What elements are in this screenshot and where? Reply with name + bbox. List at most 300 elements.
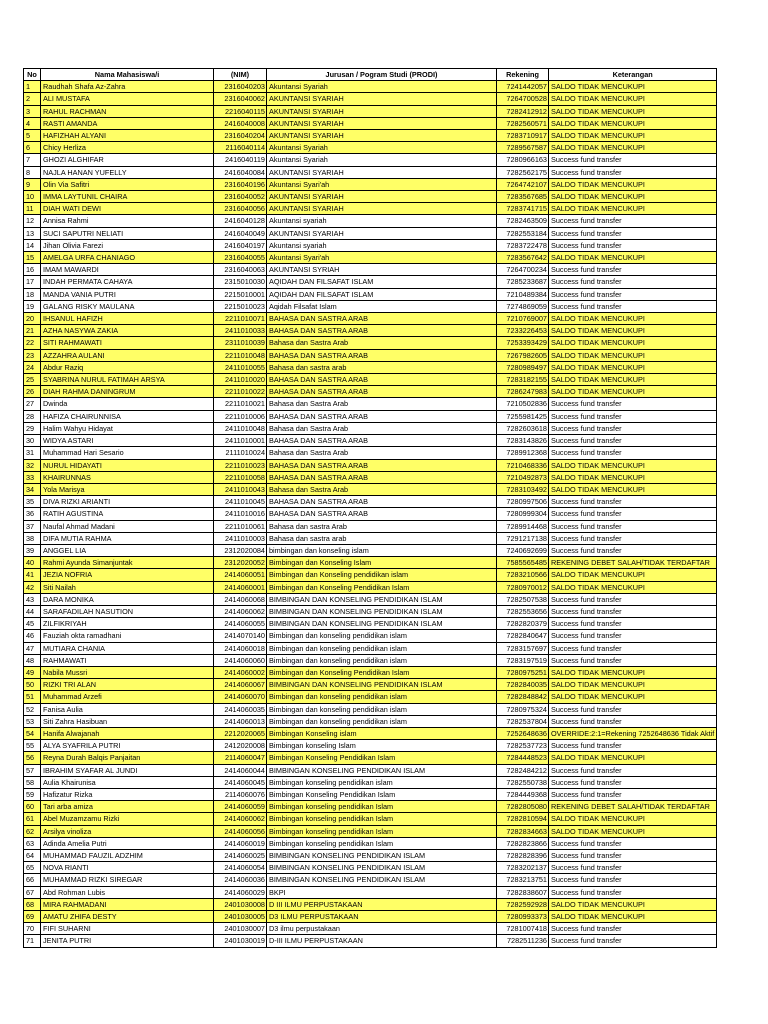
cell-prodi: D-III ILMU PERPUSTAKAAN <box>267 935 497 947</box>
cell-rekening: 7282511236 <box>497 935 549 947</box>
table-row <box>24 850 717 862</box>
cell-rekening: 7280970012 <box>497 581 549 593</box>
cell-no: 56 <box>24 752 41 764</box>
table-row <box>24 557 717 569</box>
cell-no: 34 <box>24 483 41 495</box>
cell-name: WIDYA ASTARI <box>41 435 214 447</box>
cell-prodi: Bahasa dan Sastra Arab <box>267 483 497 495</box>
cell-keterangan: Success fund transfer <box>549 239 717 251</box>
cell-nim: 2411010001 <box>214 435 267 447</box>
cell-name: Raudhah Shafa Az-Zahra <box>41 81 214 93</box>
cell-no: 41 <box>24 569 41 581</box>
cell-no: 12 <box>24 215 41 227</box>
cell-keterangan: Success fund transfer <box>549 276 717 288</box>
cell-name: FIFI SUHARNI <box>41 923 214 935</box>
cell-name: Rahmi Ayunda Simanjuntak <box>41 557 214 569</box>
cell-no: 11 <box>24 203 41 215</box>
cell-keterangan: SALDO TIDAK MENCUKUPI <box>549 471 717 483</box>
cell-nim: 2211010071 <box>214 313 267 325</box>
cell-rekening: 7282507538 <box>497 593 549 605</box>
cell-nim: 2411010043 <box>214 483 267 495</box>
cell-keterangan: REKENING DEBET SALAH/TIDAK TERDAFTAR <box>549 557 717 569</box>
cell-name: DARA MONIKA <box>41 593 214 605</box>
cell-nim: 2316040196 <box>214 178 267 190</box>
cell-keterangan: SALDO TIDAK MENCUKUPI <box>549 581 717 593</box>
cell-rekening: 7274869059 <box>497 300 549 312</box>
cell-name: MANDA VANIA PUTRI <box>41 288 214 300</box>
cell-nim: 2316040063 <box>214 264 267 276</box>
cell-prodi: BAHASA DAN SASTRA ARAB <box>267 459 497 471</box>
cell-nim: 2416040128 <box>214 215 267 227</box>
cell-no: 71 <box>24 935 41 947</box>
cell-no: 32 <box>24 459 41 471</box>
cell-no: 59 <box>24 788 41 800</box>
table-row <box>24 569 717 581</box>
table-row <box>24 532 717 544</box>
cell-prodi: Bimbingan dan Konseling Pendidikan Islam <box>267 666 497 678</box>
cell-nim: 2315010030 <box>214 276 267 288</box>
cell-no: 43 <box>24 593 41 605</box>
cell-keterangan: SALDO TIDAK MENCUKUPI <box>549 130 717 142</box>
cell-nim: 2414060036 <box>214 874 267 886</box>
cell-no: 19 <box>24 300 41 312</box>
cell-prodi: BKPI <box>267 886 497 898</box>
cell-no: 3 <box>24 105 41 117</box>
cell-name: Siti Zahra Hasibuan <box>41 715 214 727</box>
cell-rekening: 7282805080 <box>497 801 549 813</box>
cell-keterangan: SALDO TIDAK MENCUKUPI <box>549 105 717 117</box>
cell-rekening: 7240692699 <box>497 544 549 556</box>
cell-no: 5 <box>24 130 41 142</box>
cell-nim: 2114060076 <box>214 788 267 800</box>
cell-prodi: BIMBINGAN DAN KONSELING PENDIDIKAN ISLAM <box>267 679 497 691</box>
cell-nim: 2414060044 <box>214 764 267 776</box>
cell-rekening: 7282484212 <box>497 764 549 776</box>
table-row <box>24 447 717 459</box>
cell-name: RATIH AGUSTINA <box>41 508 214 520</box>
cell-keterangan: SALDO TIDAK MENCUKUPI <box>549 386 717 398</box>
cell-keterangan: Success fund transfer <box>549 300 717 312</box>
cell-rekening: 7264742107 <box>497 178 549 190</box>
cell-nim: 2116040114 <box>214 142 267 154</box>
cell-rekening: 7283197519 <box>497 654 549 666</box>
cell-no: 13 <box>24 227 41 239</box>
cell-rekening: 7283157697 <box>497 642 549 654</box>
cell-name: Aulia Khairunisa <box>41 776 214 788</box>
cell-prodi: BIMBINGAN KONSELING PENDIDIKAN ISLAM <box>267 764 497 776</box>
cell-nim: 2211010048 <box>214 349 267 361</box>
cell-rekening: 7283567685 <box>497 191 549 203</box>
cell-no: 4 <box>24 117 41 129</box>
cell-name: Abd Rohman Lubis <box>41 886 214 898</box>
cell-name: Hafizatur Rizka <box>41 788 214 800</box>
cell-no: 47 <box>24 642 41 654</box>
cell-no: 61 <box>24 813 41 825</box>
cell-name: SITI RAHMAWATI <box>41 337 214 349</box>
cell-prodi: Akuntansi Syari'ah <box>267 252 497 264</box>
cell-keterangan: Success fund transfer <box>549 764 717 776</box>
cell-name: NAJLA HANAN YUFELLY <box>41 166 214 178</box>
table-row <box>24 642 717 654</box>
cell-no: 26 <box>24 386 41 398</box>
cell-rekening: 7264700528 <box>497 93 549 105</box>
cell-no: 65 <box>24 862 41 874</box>
cell-rekening: 7585565485 <box>497 557 549 569</box>
cell-keterangan: Success fund transfer <box>549 862 717 874</box>
table-row <box>24 898 717 910</box>
table-row <box>24 752 717 764</box>
cell-no: 31 <box>24 447 41 459</box>
cell-nim: 2412020008 <box>214 740 267 752</box>
cell-name: Abel Muzamzamu Rizki <box>41 813 214 825</box>
cell-rekening: 7280975324 <box>497 703 549 715</box>
cell-rekening: 7284449368 <box>497 788 549 800</box>
table-row <box>24 276 717 288</box>
cell-name: MUHAMMAD FAUZIL ADZHIM <box>41 850 214 862</box>
cell-prodi: Bimbingan konseling pendidikan Islam <box>267 813 497 825</box>
cell-keterangan: SALDO TIDAK MENCUKUPI <box>549 313 717 325</box>
cell-keterangan: Success fund transfer <box>549 215 717 227</box>
cell-nim: 2212020065 <box>214 727 267 739</box>
cell-nim: 2211010022 <box>214 386 267 398</box>
cell-name: AMELGA URFA CHANIAGO <box>41 252 214 264</box>
cell-rekening: 7264700234 <box>497 264 549 276</box>
cell-prodi: BIMBINGAN DAN KONSELING PENDIDIKAN ISLAM <box>267 618 497 630</box>
cell-prodi: D3 ILMU PERPUSTAKAAN <box>267 911 497 923</box>
table-row <box>24 300 717 312</box>
cell-no: 70 <box>24 923 41 935</box>
cell-no: 69 <box>24 911 41 923</box>
cell-no: 18 <box>24 288 41 300</box>
cell-nim: 2411010016 <box>214 508 267 520</box>
cell-prodi: BAHASA DAN SASTRA ARAB <box>267 435 497 447</box>
cell-rekening: 7282823866 <box>497 837 549 849</box>
cell-nim: 2414060018 <box>214 642 267 654</box>
cell-no: 14 <box>24 239 41 251</box>
cell-keterangan: Success fund transfer <box>549 654 717 666</box>
cell-name: RAHMAWATI <box>41 654 214 666</box>
cell-rekening: 7283182155 <box>497 374 549 386</box>
cell-nim: 2414060062 <box>214 813 267 825</box>
cell-nim: 2316040055 <box>214 252 267 264</box>
cell-name: ANGGEL LIA <box>41 544 214 556</box>
cell-no: 62 <box>24 825 41 837</box>
table-row <box>24 349 717 361</box>
cell-keterangan: Success fund transfer <box>549 618 717 630</box>
cell-prodi: Bimbingan dan konseling pendidikan islam <box>267 715 497 727</box>
cell-keterangan: SALDO TIDAK MENCUKUPI <box>549 679 717 691</box>
cell-rekening: 7252648636 <box>497 727 549 739</box>
cell-prodi: Akuntansi syariah <box>267 239 497 251</box>
cell-prodi: AKUNTANSI SYARIAH <box>267 117 497 129</box>
cell-prodi: Akuntansi Syariah <box>267 142 497 154</box>
cell-rekening: 7283103492 <box>497 483 549 495</box>
cell-no: 15 <box>24 252 41 264</box>
cell-rekening: 7210502836 <box>497 398 549 410</box>
cell-keterangan: Success fund transfer <box>549 923 717 935</box>
cell-no: 58 <box>24 776 41 788</box>
cell-prodi: Bimbingan konseling pendidikan Islam <box>267 825 497 837</box>
cell-keterangan: SALDO TIDAK MENCUKUPI <box>549 178 717 190</box>
cell-no: 9 <box>24 178 41 190</box>
table-row <box>24 618 717 630</box>
cell-name: Tari arba amiza <box>41 801 214 813</box>
cell-no: 39 <box>24 544 41 556</box>
table-row <box>24 703 717 715</box>
cell-no: 33 <box>24 471 41 483</box>
cell-rekening: 7284448523 <box>497 752 549 764</box>
cell-name: DIAH RAHMA DANINGRUM <box>41 386 214 398</box>
cell-name: AZZAHRA AULANI <box>41 349 214 361</box>
cell-no: 60 <box>24 801 41 813</box>
cell-nim: 2316040052 <box>214 191 267 203</box>
cell-no: 10 <box>24 191 41 203</box>
table-row <box>24 227 717 239</box>
cell-keterangan: SALDO TIDAK MENCUKUPI <box>549 349 717 361</box>
cell-nim: 2401030008 <box>214 898 267 910</box>
cell-rekening: 7285233687 <box>497 276 549 288</box>
cell-rekening: 7283722478 <box>497 239 549 251</box>
cell-nim: 2414060019 <box>214 837 267 849</box>
cell-prodi: Akuntansi syariah <box>267 215 497 227</box>
cell-nim: 2414060060 <box>214 654 267 666</box>
cell-keterangan: SALDO TIDAK MENCUKUPI <box>549 898 717 910</box>
cell-name: IHSANUL HAFIZH <box>41 313 214 325</box>
table-row <box>24 520 717 532</box>
cell-rekening: 7289912368 <box>497 447 549 459</box>
cell-no: 36 <box>24 508 41 520</box>
cell-keterangan: Success fund transfer <box>549 630 717 642</box>
table-row <box>24 911 717 923</box>
table-body <box>24 81 717 947</box>
cell-name: Jihan Olivia Farezi <box>41 239 214 251</box>
cell-nim: 2414060068 <box>214 593 267 605</box>
table-row <box>24 325 717 337</box>
cell-prodi: Bimbingan dan konseling pendidikan islam <box>267 703 497 715</box>
table-row <box>24 764 717 776</box>
table-row <box>24 117 717 129</box>
cell-prodi: Bahasa dan Sastra Arab <box>267 337 497 349</box>
cell-no: 16 <box>24 264 41 276</box>
cell-prodi: Bimbingan Konseling Pendidikan Islam <box>267 788 497 800</box>
cell-prodi: D3 ilmu perpustakaan <box>267 923 497 935</box>
cell-rekening: 7282553184 <box>497 227 549 239</box>
cell-rekening: 7282463509 <box>497 215 549 227</box>
cell-prodi: Bimbingan dan konseling pendidikan islam <box>267 691 497 703</box>
cell-keterangan: Success fund transfer <box>549 642 717 654</box>
cell-prodi: BAHASA DAN SASTRA ARAB <box>267 410 497 422</box>
cell-nim: 2411010055 <box>214 361 267 373</box>
cell-nim: 2401030019 <box>214 935 267 947</box>
cell-name: Fauziah okta ramadhani <box>41 630 214 642</box>
cell-no: 38 <box>24 532 41 544</box>
cell-rekening: 7282840647 <box>497 630 549 642</box>
cell-no: 1 <box>24 81 41 93</box>
cell-no: 24 <box>24 361 41 373</box>
cell-keterangan: SALDO TIDAK MENCUKUPI <box>549 325 717 337</box>
cell-nim: 2312020084 <box>214 544 267 556</box>
cell-no: 22 <box>24 337 41 349</box>
table-row <box>24 788 717 800</box>
cell-name: Adinda Amelia Putri <box>41 837 214 849</box>
cell-keterangan: SALDO TIDAK MENCUKUPI <box>549 483 717 495</box>
cell-keterangan: SALDO TIDAK MENCUKUPI <box>549 459 717 471</box>
cell-nim: 2414060051 <box>214 569 267 581</box>
cell-name: AZHA NASYWA ZAKIA <box>41 325 214 337</box>
table-row <box>24 215 717 227</box>
cell-keterangan: REKENING DEBET SALAH/TIDAK TERDAFTAR <box>549 801 717 813</box>
cell-name: HAFIZHAH ALYANI <box>41 130 214 142</box>
header-prodi: Jurusan / Pogram Studi (PRODI) <box>267 69 497 81</box>
cell-rekening: 7280993373 <box>497 911 549 923</box>
cell-name: GHOZI ALGHIFAR <box>41 154 214 166</box>
table-row <box>24 691 717 703</box>
cell-name: MIRA RAHMADANI <box>41 898 214 910</box>
table-row <box>24 264 717 276</box>
cell-keterangan: SALDO TIDAK MENCUKUPI <box>549 666 717 678</box>
cell-nim: 2211010023 <box>214 459 267 471</box>
table-row <box>24 593 717 605</box>
cell-keterangan: Success fund transfer <box>549 886 717 898</box>
cell-nim: 2414060013 <box>214 715 267 727</box>
cell-no: 49 <box>24 666 41 678</box>
cell-name: Hanifa Alwajanah <box>41 727 214 739</box>
table-row <box>24 203 717 215</box>
cell-keterangan: Success fund transfer <box>549 850 717 862</box>
table-row <box>24 337 717 349</box>
cell-prodi: BAHASA DAN SASTRA ARAB <box>267 496 497 508</box>
cell-rekening: 7283210566 <box>497 569 549 581</box>
cell-name: KHAIRUNNAS <box>41 471 214 483</box>
table-row <box>24 361 717 373</box>
cell-rekening: 7282603618 <box>497 422 549 434</box>
cell-name: IMAM MAWARDI <box>41 264 214 276</box>
cell-prodi: BIMBINGAN DAN KONSELING PENDIDIKAN ISLAM <box>267 605 497 617</box>
cell-name: SUCI SAPUTRI NELIATI <box>41 227 214 239</box>
cell-rekening: 7281007418 <box>497 923 549 935</box>
cell-rekening: 7210489384 <box>497 288 549 300</box>
cell-nim: 2411010045 <box>214 496 267 508</box>
table-row <box>24 508 717 520</box>
cell-prodi: AKUNTANSI SYARIAH <box>267 191 497 203</box>
cell-name: ALYA SYAFRILA PUTRI <box>41 740 214 752</box>
table-row <box>24 130 717 142</box>
cell-no: 2 <box>24 93 41 105</box>
cell-keterangan: Success fund transfer <box>549 703 717 715</box>
cell-no: 67 <box>24 886 41 898</box>
cell-nim: 2414060029 <box>214 886 267 898</box>
header-name: Nama Mahasiswa/i <box>41 69 214 81</box>
cell-no: 44 <box>24 605 41 617</box>
cell-prodi: Bimbingan dan konseling pendidikan islam <box>267 630 497 642</box>
cell-nim: 2316040062 <box>214 93 267 105</box>
cell-rekening: 7283741715 <box>497 203 549 215</box>
table-row <box>24 715 717 727</box>
cell-name: MUTIARA CHANIA <box>41 642 214 654</box>
cell-nim: 2416040197 <box>214 239 267 251</box>
cell-keterangan: SALDO TIDAK MENCUKUPI <box>549 825 717 837</box>
cell-rekening: 7282834663 <box>497 825 549 837</box>
table-row <box>24 374 717 386</box>
cell-keterangan: SALDO TIDAK MENCUKUPI <box>549 337 717 349</box>
cell-name: IBRAHIM SYAFAR AL JUNDI <box>41 764 214 776</box>
cell-no: 37 <box>24 520 41 532</box>
table-row <box>24 191 717 203</box>
table-row <box>24 874 717 886</box>
cell-prodi: Bimbingan dan Konseling pendidikan islam <box>267 569 497 581</box>
cell-prodi: Bahasa dan sastra arab <box>267 532 497 544</box>
cell-nim: 2414060025 <box>214 850 267 862</box>
cell-prodi: Bahasa dan Sastra Arab <box>267 447 497 459</box>
cell-nim: 2414070140 <box>214 630 267 642</box>
table-row <box>24 93 717 105</box>
cell-rekening: 7282412912 <box>497 105 549 117</box>
cell-no: 45 <box>24 618 41 630</box>
cell-keterangan: Success fund transfer <box>549 227 717 239</box>
cell-rekening: 7280999304 <box>497 508 549 520</box>
cell-no: 6 <box>24 142 41 154</box>
cell-keterangan: Success fund transfer <box>549 715 717 727</box>
cell-rekening: 7282537804 <box>497 715 549 727</box>
cell-keterangan: SALDO TIDAK MENCUKUPI <box>549 752 717 764</box>
cell-keterangan: Success fund transfer <box>549 874 717 886</box>
cell-keterangan: SALDO TIDAK MENCUKUPI <box>549 142 717 154</box>
cell-nim: 2216040115 <box>214 105 267 117</box>
cell-no: 63 <box>24 837 41 849</box>
cell-prodi: Akuntansi Syariah <box>267 154 497 166</box>
cell-rekening: 7282553656 <box>497 605 549 617</box>
cell-name: Muhammad Hari Sesario <box>41 447 214 459</box>
cell-name: RIZKI TRI ALAN <box>41 679 214 691</box>
cell-no: 51 <box>24 691 41 703</box>
cell-nim: 2411010003 <box>214 532 267 544</box>
cell-nim: 2311010039 <box>214 337 267 349</box>
table-row <box>24 435 717 447</box>
table-row <box>24 386 717 398</box>
table-row <box>24 239 717 251</box>
cell-prodi: BIMBINGAN DAN KONSELING PENDIDIKAN ISLAM <box>267 593 497 605</box>
cell-nim: 2111010024 <box>214 447 267 459</box>
cell-keterangan: Success fund transfer <box>549 422 717 434</box>
cell-prodi: Bimbingan konseling Islam <box>267 740 497 752</box>
cell-rekening: 7267982605 <box>497 349 549 361</box>
cell-nim: 2414060070 <box>214 691 267 703</box>
cell-rekening: 7282550738 <box>497 776 549 788</box>
table-row <box>24 654 717 666</box>
cell-no: 20 <box>24 313 41 325</box>
cell-keterangan: Success fund transfer <box>549 593 717 605</box>
table-row <box>24 837 717 849</box>
cell-no: 55 <box>24 740 41 752</box>
cell-prodi: BAHASA DAN SASTRA ARAB <box>267 508 497 520</box>
cell-rekening: 7280975251 <box>497 666 549 678</box>
header-rekening: Rekening <box>497 69 549 81</box>
cell-name: MUHAMMAD RIZKI SIREGAR <box>41 874 214 886</box>
cell-name: Chicy Herliza <box>41 142 214 154</box>
table-row <box>24 178 717 190</box>
cell-prodi: Bimbingan konseling pendidikan islam <box>267 776 497 788</box>
cell-nim: 2414060054 <box>214 862 267 874</box>
cell-rekening: 7282838607 <box>497 886 549 898</box>
cell-keterangan: Success fund transfer <box>549 776 717 788</box>
cell-name: INDAH PERMATA CAHAYA <box>41 276 214 288</box>
table-row <box>24 471 717 483</box>
cell-nim: 2416040049 <box>214 227 267 239</box>
cell-keterangan: Success fund transfer <box>549 398 717 410</box>
cell-rekening: 7282592928 <box>497 898 549 910</box>
cell-nim: 2411010048 <box>214 422 267 434</box>
table-row <box>24 801 717 813</box>
